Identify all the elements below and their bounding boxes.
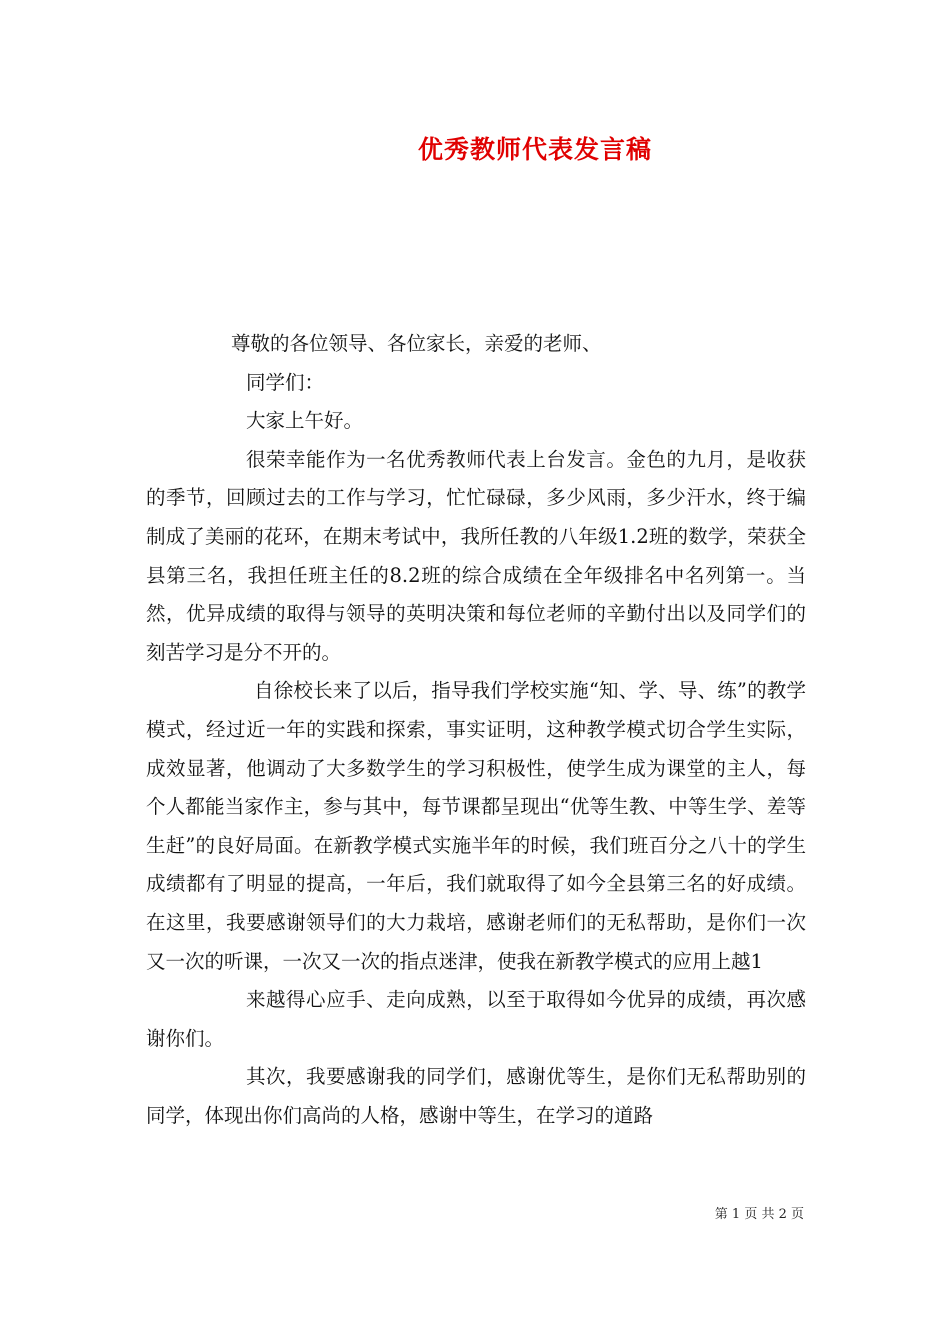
paragraph-3: 来越得心应手、走向成熟，以至于取得如今优异的成绩，再次感谢你们。 bbox=[146, 988, 806, 1050]
salutation-line-1: 尊敬的各位领导、各位家长，亲爱的老师、 bbox=[231, 332, 602, 355]
greeting: 大家上午好。 bbox=[246, 409, 364, 433]
document-title: 优秀教师代表发言稿 bbox=[417, 135, 652, 164]
document-body bbox=[146, 325, 806, 1135]
paragraph-4: 其次，我要感谢我的同学们，感谢优等生，是你们无私帮助别的同学，体现出你们高尚的人格，感谢中等生，在学习的道路 bbox=[146, 1065, 806, 1127]
paragraph-2: 自徐校长来了以后，指导我们学校实施“知、学、导、练”的教学模式，经过近一年的实践和探索，事实证明，这种教学模式切合学生实际，成效显著，他调动了大多数学生的学习积极性，使学生成为课堂的主人，每个人都能当家作主，参与其中，每节课都呈现出“优等生教、中等生学、差等生赶”的良好局面。在新教学模式实施半年的时候，我们班百分之八十的学生成绩都有了明显的提高，一年后，我们就取得了如今全县第三名的好成绩。在这里，我要感谢领导们的大力栽培，感谢老师们的无私帮助，是你们一次又一次的听课，一次又一次的指点迷津，使我在新教学模式的应用上越1 bbox=[146, 679, 806, 973]
paragraph-1: 很荣幸能作为一名优秀教师代表上台发言。金色的九月，是收获的季节，回顾过去的工作与学习，忙忙碌碌，多少风雨，多少汗水，终于编制成了美丽的花环，在期末考试中，我所任教的八年级1.2班的数学，荣获全县第三名，我担任班主任的8.2班的综合成绩在全年级排名中名列第一。当然，优异成绩的取得与领导的英明决策和每位老师的辛勤付出以及同学们的刻苦学习是分不开的。 bbox=[146, 447, 806, 664]
page-footer: 第 1 页 共 2 页 bbox=[714, 1207, 804, 1222]
salutation-line-2: 同学们： bbox=[246, 370, 325, 394]
